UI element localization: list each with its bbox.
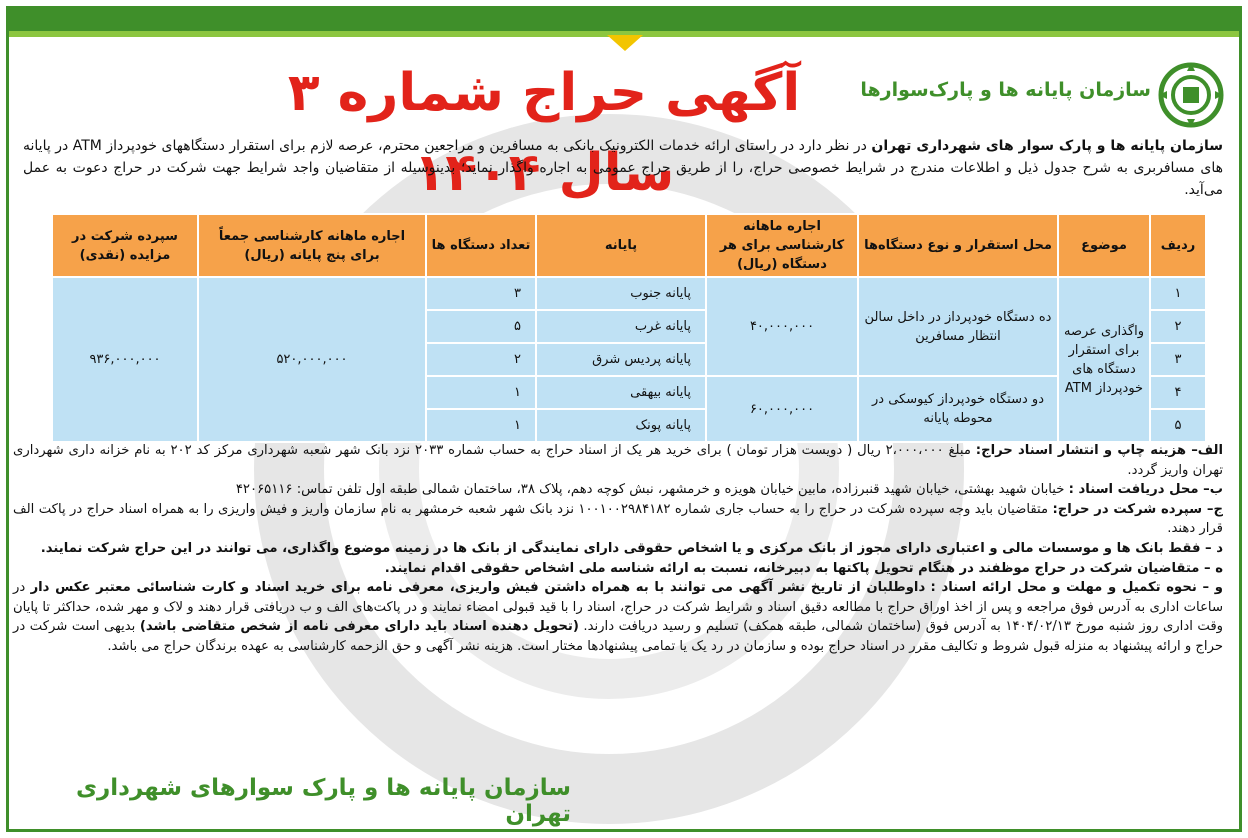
header-deposit: سپرده شرکت در مزایده (نقدی) bbox=[52, 214, 198, 277]
term-f bbox=[13, 578, 1223, 656]
row-number: ۵ bbox=[1150, 409, 1206, 442]
term-f-text-2: در ساعات اداری به آدرس فوق مراجعه و پس از اخذ اوراق حراج با مطالعه دقیق اسناد و شرایط شرکت در حراج، اسناد را با قید قبولی امضاء نمایند و در پاکت‌های الف و ب دریافتی قرار دهند و لاک و مهر شده، حداکثر تا پایان وقت اداری روز شنبه مورخ ۱۴۰۴/۰۲/۱۳ به آدرس فوق (ساختمان شمالی، طبقه همکف) تسلیم و رسید دریافت دارند. bbox=[13, 580, 1223, 635]
term-f-title: و – نحوه تکمیل و مهلت و محل ارائه اسناد : bbox=[930, 580, 1223, 596]
terminal-cell: پایانه غرب bbox=[536, 310, 706, 343]
location-cell: دو دستگاه خودپرداز کیوسکی در محوطه پایانه bbox=[858, 376, 1058, 442]
term-b bbox=[13, 480, 1223, 500]
announcement-frame bbox=[6, 6, 1242, 832]
count-cell: ۱ bbox=[426, 376, 536, 409]
header-row-number: ردیف bbox=[1150, 214, 1206, 277]
term-a-text: مبلغ ۲،۰۰۰،۰۰۰ ریال ( دویست هزار تومان ) برای خرید هر یک از اسناد حراج به حساب شماره ۲۰۳۳ نزد بانک شهر شعبه شهرداری مرکز کد ۲۰۲ به نام خزانه داری شهرداری تهران واریز گردد. bbox=[13, 443, 1223, 478]
header-count: تعداد دستگاه ها bbox=[426, 214, 536, 277]
count-cell: ۳ bbox=[426, 277, 536, 310]
row-number: ۴ bbox=[1150, 376, 1206, 409]
terminal-cell: پایانه پردیس شرق bbox=[536, 343, 706, 376]
term-c-title: ج– سپرده شرکت در حراج: bbox=[1052, 501, 1223, 517]
count-cell: ۲ bbox=[426, 343, 536, 376]
terminal-cell: پایانه بیهقی bbox=[536, 376, 706, 409]
term-c bbox=[13, 500, 1223, 539]
header-monthly-rent: اجاره ماهانه کارشناسی برای هر دستگاه (ریال) bbox=[706, 214, 858, 277]
subject-cell: واگذاری عرصه برای استقرار دستگاه های خودپرداز ATM bbox=[1058, 277, 1150, 442]
page-title: آگهی حراج شماره ۳ سال ۱۴۰۴ bbox=[287, 63, 801, 203]
term-f-text-4: بدیهی است شرکت در حراج و ارائه پیشنهاد به منزله قبول شروط و تکالیف مقرر در اسناد حراج بوده و سازمان در رد یک یا تمامی پیشنهادها مختار است. هزینه نشر آگهی و حق الزحمه کارشناسی به عهده برندگان حراج می باشد. bbox=[13, 619, 1223, 654]
header-total-rent: اجاره ماهانه کارشناسی جمعاً برای پنج پایانه (ریال) bbox=[198, 214, 426, 277]
header-subject: موضوع bbox=[1058, 214, 1150, 277]
term-f-text-3: (تحویل دهنده اسناد باید دارای معرفی نامه از شخص متقاضی باشد) bbox=[139, 619, 579, 635]
monthly-rent-cell: ۶۰,۰۰۰,۰۰۰ bbox=[706, 376, 858, 442]
table-row bbox=[52, 277, 1206, 310]
location-cell: ده دستگاه خودپرداز در داخل سالن انتظار مسافرین bbox=[858, 277, 1058, 376]
monthly-rent-cell: ۴۰,۰۰۰,۰۰۰ bbox=[706, 277, 858, 376]
header-location: محل استقرار و نوع دستگاه‌ها bbox=[858, 214, 1058, 277]
term-a bbox=[13, 441, 1223, 480]
intro-paragraph bbox=[23, 135, 1223, 201]
organization-emblem-icon bbox=[1157, 61, 1225, 129]
term-b-text: خیابان شهید بهشتی، خیابان شهید قنبرزاده، مابین خیابان هویزه و خرمشهر، نبش کوچه دهم، پلاک ۳۸، ساختمان شمالی طبقه اول تلفن تماس: ۴۲۰۶۵۱۱۶ bbox=[235, 482, 1065, 498]
terminal-cell: پایانه جنوب bbox=[536, 277, 706, 310]
footer-organization: سازمان پایانه ها و پارک سوارهای شهرداری تهران bbox=[75, 775, 571, 827]
footer bbox=[51, 775, 571, 827]
organization-logo bbox=[860, 61, 1225, 131]
row-number: ۱ bbox=[1150, 277, 1206, 310]
organization-name: سازمان پایانه ها و پارک‌سوارها bbox=[860, 79, 1151, 101]
term-b-title: ب– محل دریافت اسناد : bbox=[1068, 482, 1223, 498]
total-rent-cell: ۵۲۰,۰۰۰,۰۰۰ bbox=[198, 277, 426, 442]
header-terminal: پایانه bbox=[536, 214, 706, 277]
term-e: ه – متقاضیان شرکت در حراج موظفند در هنگام تحویل پاکتها به دبیرخانه، نسبت به ارائه شناسه ملی اشخاص حقوقی اقدام نمایند. bbox=[384, 560, 1223, 576]
term-a-title: الف– هزینه چاپ و انتشار اسناد حراج: bbox=[975, 443, 1223, 458]
term-f-text-1: داوطلبان از تاریخ نشر آگهی می توانند با به همراه داشتن فیش واریزی، معرفی نامه برای خرید اسناد و کارت شناسائی معتبر عکس دار bbox=[30, 580, 926, 596]
term-c-text: متقاضیان باید وجه سپرده شرکت در حراج را به حساب جاری شماره ۱۰۰۱۰۰۲۹۸۴۱۸۲ نزد بانک شهر شعبه خرمشهر به نام سازمان واریز و فیش واریزی را به همراه اسناد حراج در پاکت الف قرار دهند. bbox=[13, 501, 1223, 537]
row-number: ۲ bbox=[1150, 310, 1206, 343]
term-d: د – فقط بانک ها و موسسات مالی و اعتباری دارای مجوز از بانک مرکزی و یا اشخاص حقوقی دارای نمایندگی از بانک ها در زمینه موضوع واگذاری، می توانند در این حراج شرکت نمایند. bbox=[40, 540, 1223, 556]
count-cell: ۵ bbox=[426, 310, 536, 343]
terms-section bbox=[13, 441, 1223, 657]
count-cell: ۱ bbox=[426, 409, 536, 442]
intro-text: در نظر دارد در راستای ارائه خدمات الکترونیک بانکی به مسافرین و مراجعین محترم، عرصه لازم برای استقرار دستگاههای خودپرداز ATM در پایانه های مسافربری به شرح جدول ذیل و اطلاعات مندرج در شرایط خصوصی حراج، را از طریق حراج عمومی به اجاره واگذار نماید؛ بدینوسیله از متقاضیان واجد شرایط جهت شرکت در حراج دعوت به عمل می‌آید. bbox=[23, 138, 1223, 198]
deposit-cell: ۹۳۶,۰۰۰,۰۰۰ bbox=[52, 277, 198, 442]
terminal-cell: پایانه پونک bbox=[536, 409, 706, 442]
table-header-row bbox=[52, 214, 1206, 277]
intro-org-name: سازمان پایانه ها و پارک سوار های شهرداری تهران bbox=[871, 138, 1224, 154]
tender-table bbox=[51, 213, 1207, 443]
row-number: ۳ bbox=[1150, 343, 1206, 376]
yellow-pointer-icon bbox=[607, 35, 643, 51]
